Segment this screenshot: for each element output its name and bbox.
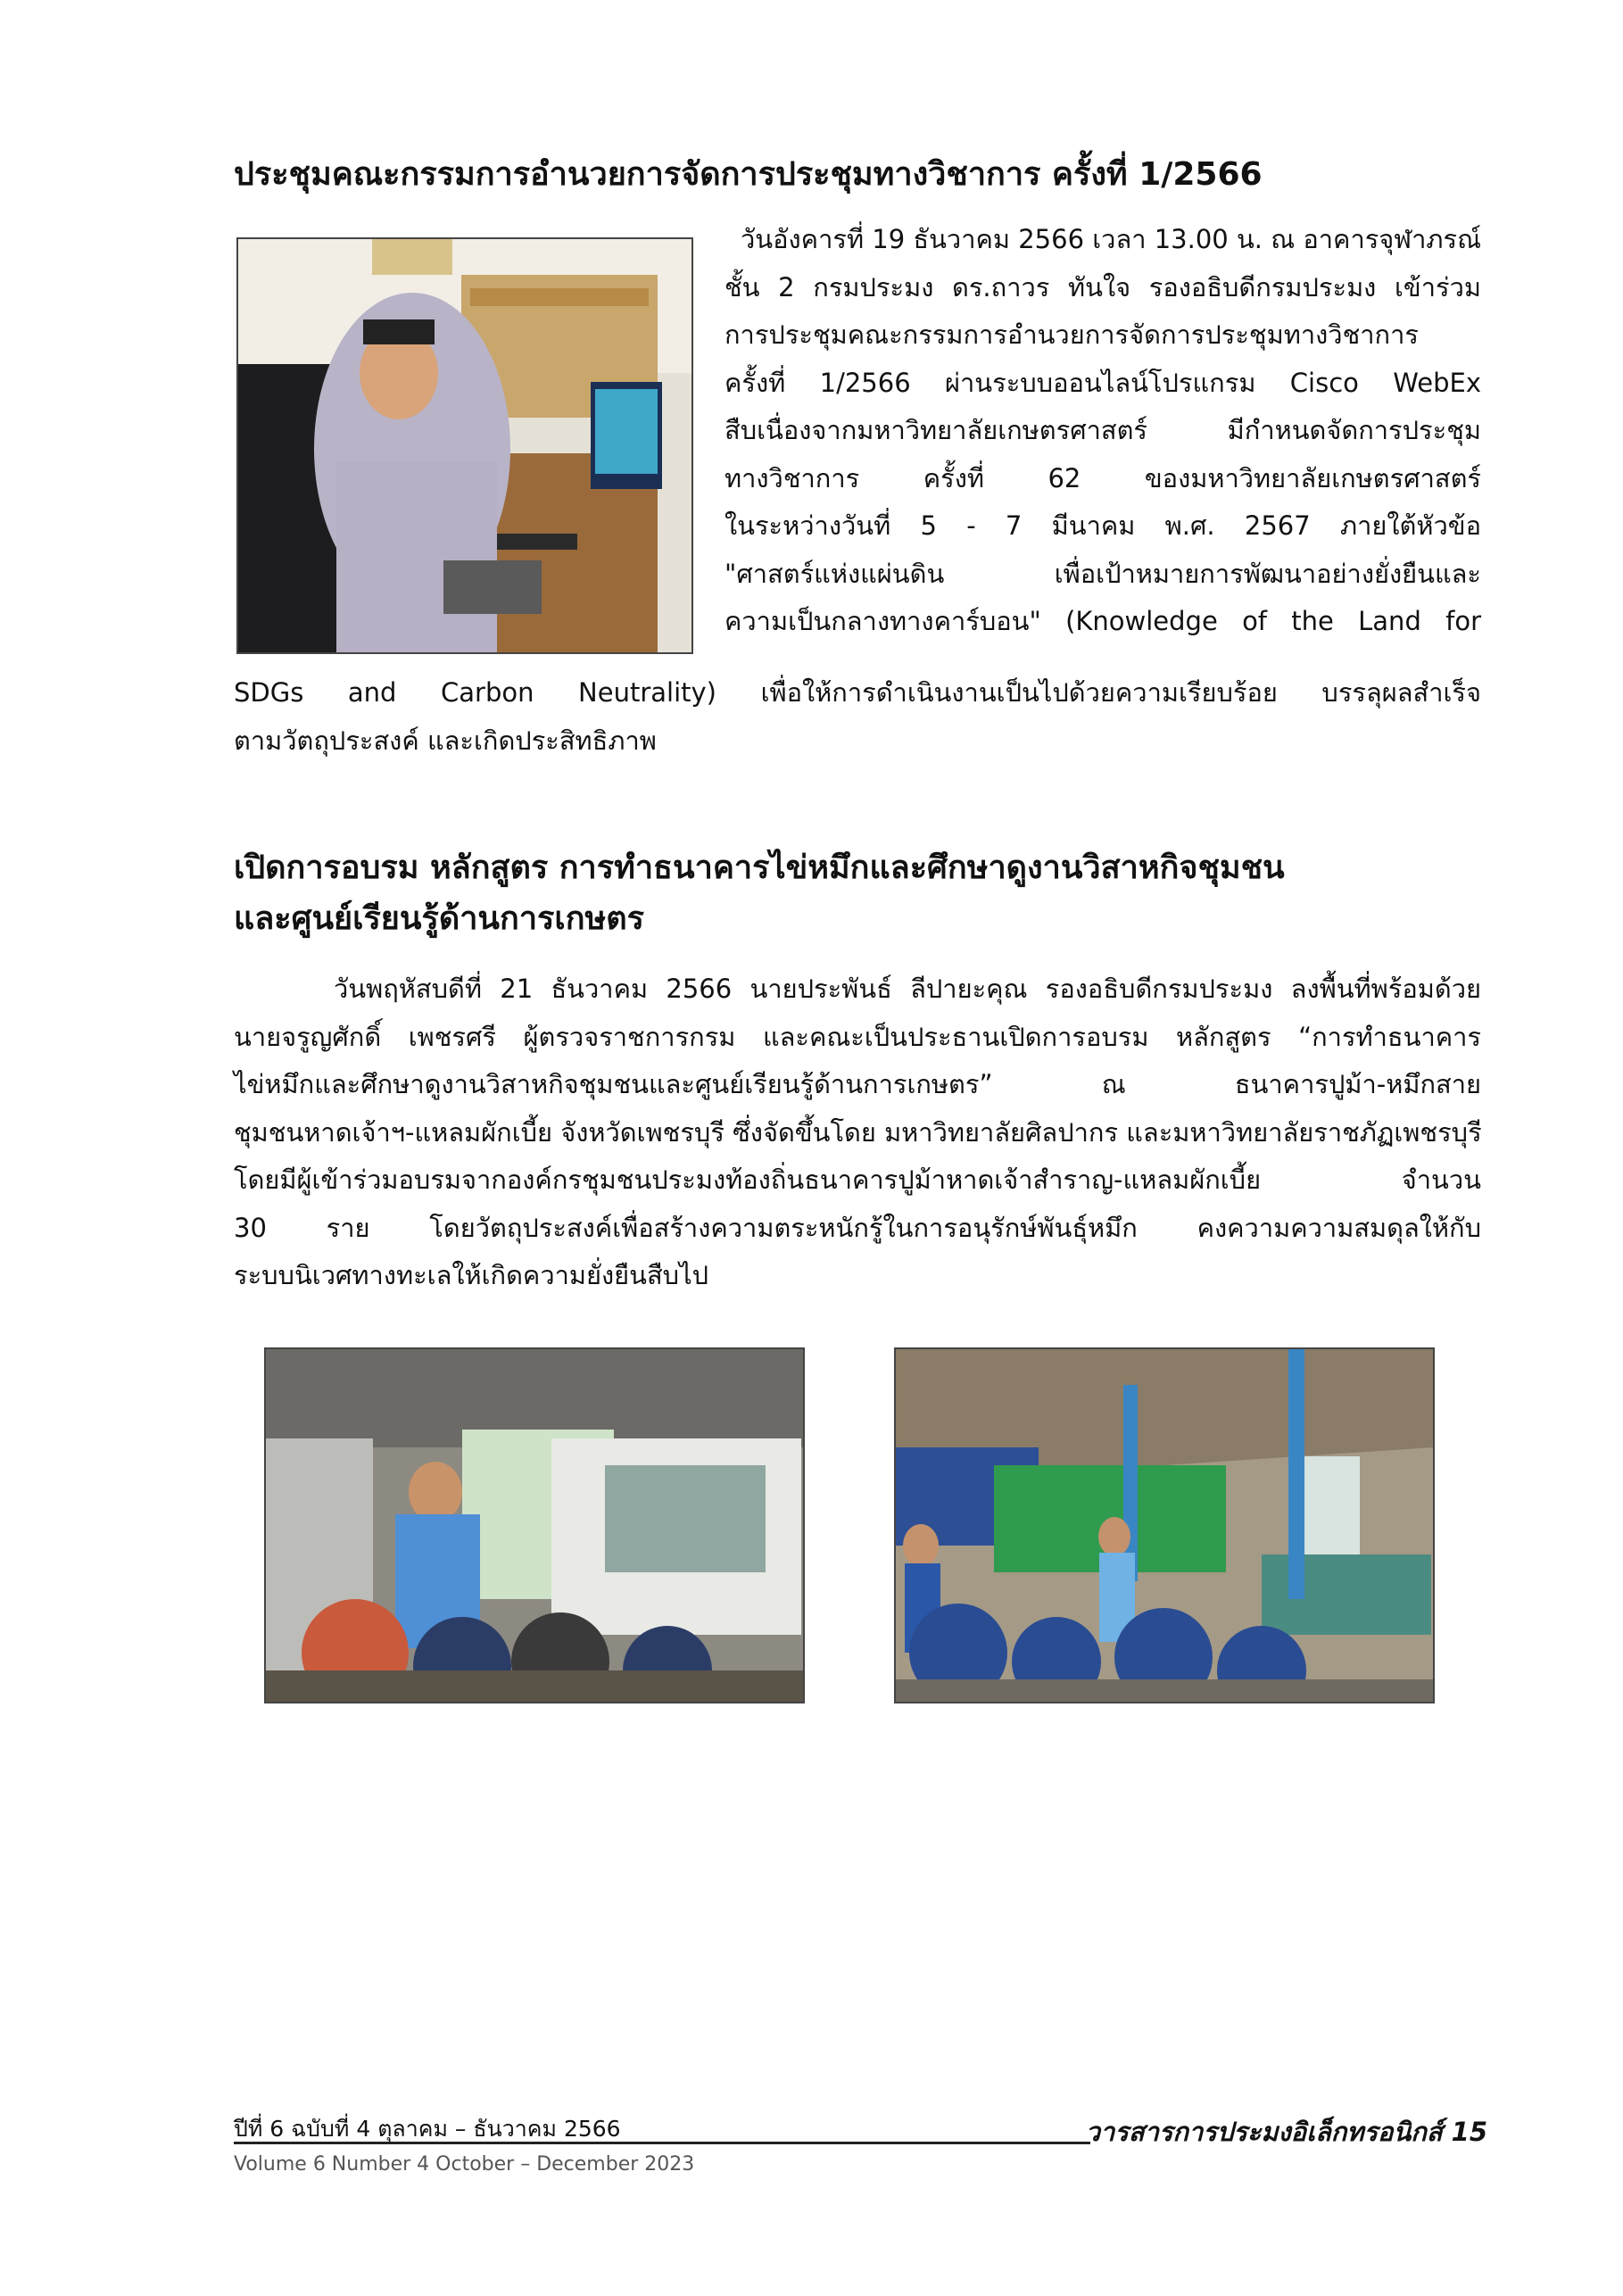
text-line: สืบเนื่องจากมหาวิทยาลัยเกษตรศาสตร์ มีกำหนดจัดการประชุม: [725, 415, 1481, 445]
page-number: 15: [1451, 2117, 1487, 2147]
photo-training-presentation: [264, 1347, 805, 1703]
text-line: การประชุมคณะกรรมการอำนวยการจัดการประชุมทางวิชาการ: [725, 319, 1419, 350]
text-line: ครั้งที่ 1/2566 ผ่านระบบออนไลน์โปรแกรม Cisco WebEx: [725, 367, 1481, 398]
training-photo-illustration: [266, 1349, 803, 1702]
text-line: โดยมีผู้เข้าร่วมอบรมจากองค์กรชุมชนประมงท้องถิ่นธนาคารปูม้าหาดเจ้าสำราญ-แหลมผักเบี้ย จำนวน: [234, 1165, 1481, 1195]
title-line: เปิดการอบรม หลักสูตร การทำธนาคารไข่หมึกและศึกษาดูงานวิสาหกิจชุมชน: [234, 850, 1285, 886]
text-line: ชุมชนหาดเจ้าฯ-แหลมผักเบี้ย จังหวัดเพชรบุรี ซึ่งจัดขึ้นโดย มหาวิทยาลัยศิลปากร และมหาวิทยาลัยราชภัฏเพชรบุรี: [234, 1116, 1482, 1148]
text-line: "ศาสตร์แห่งแผ่นดิน เพื่อเป้าหมายการพัฒนาอย่างยั่งยืนและ: [725, 558, 1481, 589]
footer-journal: [1086, 2115, 1487, 2149]
text-line: ตามวัตถุประสงค์ และเกิดประสิทธิภาพ: [234, 725, 657, 756]
text-line: 30 ราย โดยวัตถุประสงค์เพื่อสร้างความตระหนักรู้ในการอนุรักษ์พันธุ์หมึก คงความความสมดุลให้กับ: [234, 1212, 1481, 1243]
office-photo-illustration: [238, 239, 691, 652]
title-line: และศูนย์เรียนรู้ด้านการเกษตร: [234, 900, 644, 937]
section2-paragraph: [234, 966, 1481, 1300]
text-line: ไข่หมึกและศึกษาดูงานวิสาหกิจชุมชนและศูนย์เรียนรู้ด้านการเกษตร” ณ ธนาคารปูม้า-หมึกสาย: [234, 1069, 1481, 1099]
section1-title: ประชุมคณะกรรมการอำนวยการจัดการประชุมทางวิชาการ ครั้งที่ 1/2566: [234, 156, 1263, 193]
section2-title: [234, 842, 1501, 944]
section1-paragraph-side: [725, 216, 1481, 646]
footer-issue-thai: ปีที่ 6 ฉบับที่ 4 ตุลาคม – ธันวาคม 2566: [234, 2116, 621, 2142]
text-line: วันอังคารที่ 19 ธันวาคม 2566 เวลา 13.00 น. ณ อาคารจุฬาภรณ์: [741, 224, 1481, 254]
text-line: ชั้น 2 กรมประมง ดร.ถาวร ทันใจ รองอธิบดีกรมประมง เข้าร่วม: [725, 271, 1481, 303]
footer-rule: [234, 2142, 1090, 2144]
photo-official-office: [236, 237, 693, 654]
text-line: ในระหว่างวันที่ 5 - 7 มีนาคม พ.ศ. 2567 ภายใต้หัวข้อ: [725, 510, 1481, 541]
site-photo-illustration: [896, 1349, 1433, 1702]
footer-issue-english: Volume 6 Number 4 October – December 2023: [234, 2153, 695, 2176]
photo-training-site: [894, 1347, 1435, 1703]
text-line: ความเป็นกลางทางคาร์บอน" (Knowledge of the Land for: [725, 606, 1481, 636]
section1-paragraph-full: [234, 669, 1481, 765]
text-line: ระบบนิเวศทางทะเลให้เกิดความยั่งยืนสืบไป: [234, 1260, 709, 1290]
journal-name: วารสารการประมงอิเล็กทรอนิกส์: [1085, 2117, 1443, 2147]
text-line: SDGs and Carbon Neutrality) เพื่อให้การดำเนินงานเป็นไปด้วยความเรียบร้อย บรรลุผลสำเร็จ: [234, 677, 1481, 708]
text-line: ทางวิชาการ ครั้งที่ 62 ของมหาวิทยาลัยเกษตรศาสตร์: [725, 462, 1481, 493]
text-line: นายจรูญศักดิ์ เพชรศรี ผู้ตรวจราชการกรม และคณะเป็นประธานเปิดการอบรม หลักสูตร “การทำธนาคาร: [234, 1021, 1481, 1052]
text-line: วันพฤหัสบดีที่ 21 ธันวาคม 2566 นายประพันธ์ ลีปายะคุณ รองอธิบดีกรมประมง ลงพื้นที่พร้อมด้วย: [334, 974, 1481, 1004]
